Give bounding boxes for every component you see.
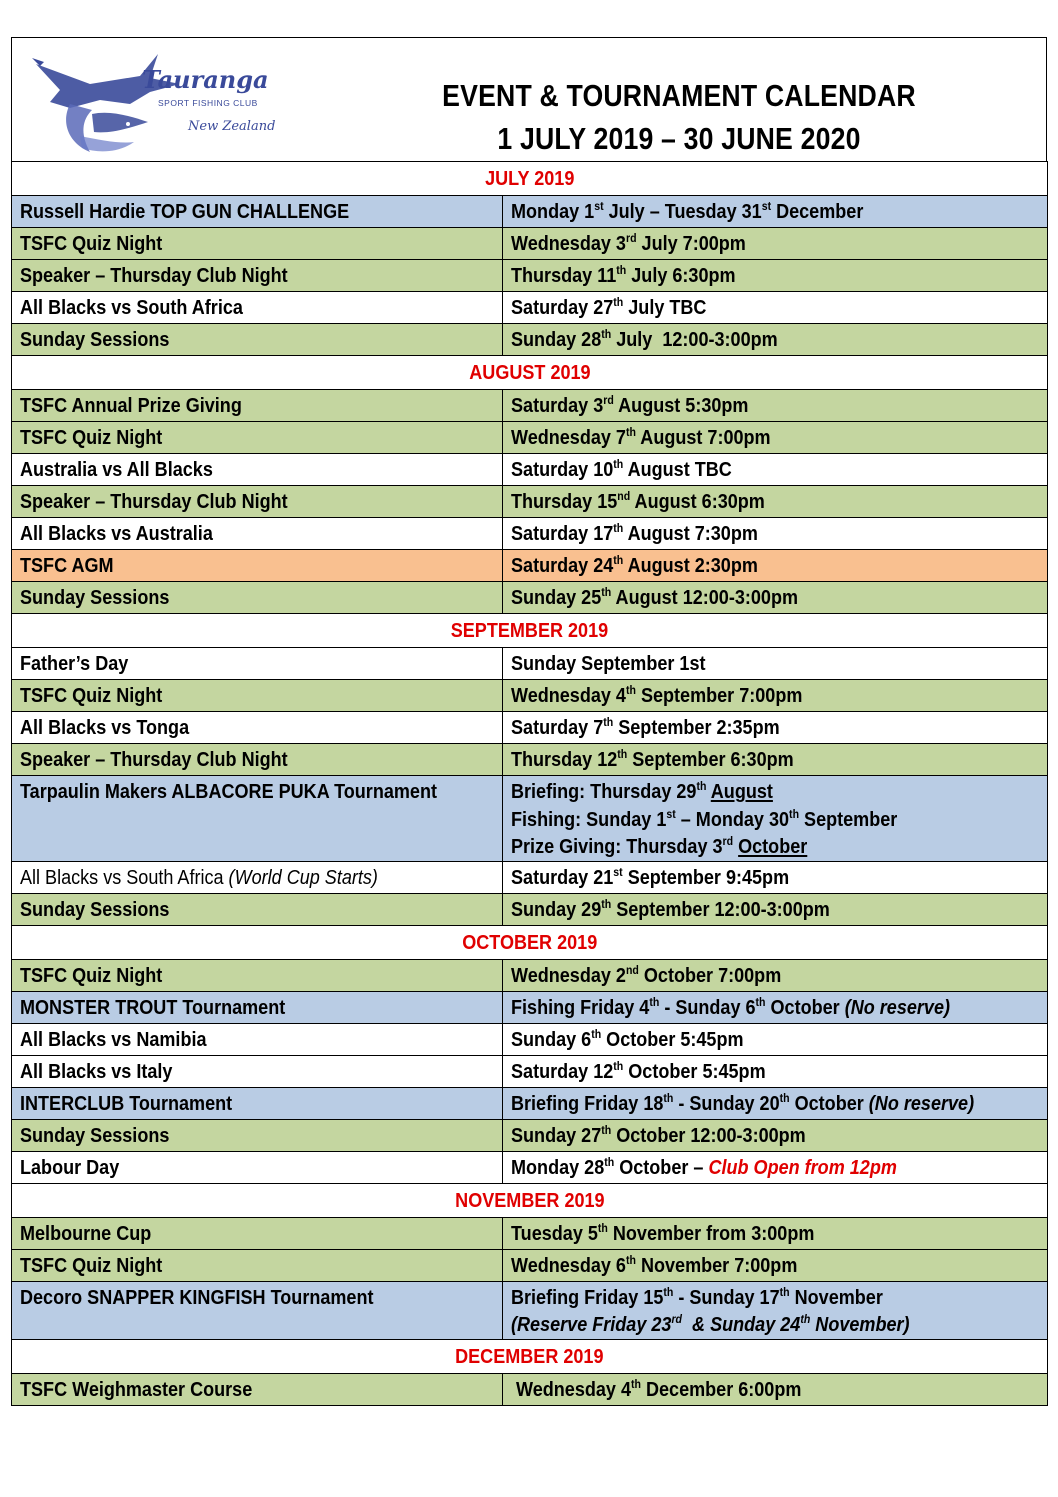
table-row: Sunday Sessions Sunday 25th August 12:00-3:00pm (12, 582, 1048, 614)
table-row: INTERCLUB Tournament Briefing Friday 18th - Sunday 20th October (No reserve) (12, 1087, 1048, 1119)
month-header-august: AUGUST 2019 (12, 356, 1048, 390)
club-logo (30, 44, 280, 158)
table-row: Tarpaulin Makers ALBACORE PUKA Tournament Briefing: Thursday 29th August Fishing: Sunday 1st – Monday 30th September Prize Giving: Thursday 3rd October (12, 776, 1048, 862)
table-row: TSFC AGM Saturday 24th August 2:30pm (12, 550, 1048, 582)
table-row: TSFC Annual Prize Giving Saturday 3rd August 5:30pm (12, 390, 1048, 422)
month-header-july: JULY 2019 (12, 162, 1048, 196)
table-row: Decoro SNAPPER KINGFISH Tournament Briefing Friday 15th - Sunday 17th November (Reserve Friday 23rd & Sunday 24th November) (12, 1281, 1048, 1339)
svg-text:SPORT FISHING CLUB: SPORT FISHING CLUB (158, 98, 258, 108)
svg-text:Tauranga: Tauranga (142, 65, 269, 94)
table-row: Sunday Sessions Sunday 29th September 12:00-3:00pm (12, 893, 1048, 925)
header (11, 37, 1047, 161)
table-row: TSFC Quiz Night Wednesday 6th November 7:00pm (12, 1249, 1048, 1281)
title-line-1: EVENT & TOURNAMENT CALENDAR (442, 78, 916, 113)
month-header-october: OCTOBER 2019 (12, 925, 1048, 959)
table-row: All Blacks vs Australia Saturday 17th August 7:30pm (12, 518, 1048, 550)
table-row: TSFC Quiz Night Wednesday 2nd October 7:00pm (12, 959, 1048, 991)
svg-text:New Zealand: New Zealand (188, 119, 276, 134)
table-row: All Blacks vs South Africa (World Cup Starts) Saturday 21st September 9:45pm (12, 861, 1048, 893)
table-row: TSFC Quiz Night Wednesday 3rd July 7:00pm (12, 228, 1048, 260)
document-title (312, 74, 1046, 160)
table-row: All Blacks vs Tonga Saturday 7th September 2:35pm (12, 712, 1048, 744)
table-row: TSFC Quiz Night Wednesday 7th August 7:00pm (12, 422, 1048, 454)
table-row: MONSTER TROUT Tournament Fishing Friday 4th - Sunday 6th October (No reserve) (12, 991, 1048, 1023)
marlin-logo-icon (30, 44, 280, 158)
table-row: TSFC Quiz Night Wednesday 4th September 7:00pm (12, 680, 1048, 712)
table-row: Father’s Day Sunday September 1st (12, 648, 1048, 680)
table-row: Sunday Sessions Sunday 27th October 12:00-3:00pm (12, 1119, 1048, 1151)
table-row: Speaker – Thursday Club Night Thursday 15nd August 6:30pm (12, 486, 1048, 518)
table-row: TSFC Weighmaster Course Wednesday 4th December 6:00pm (12, 1373, 1048, 1405)
table-row: Russell Hardie TOP GUN CHALLENGE Monday 1st July – Tuesday 31st December (12, 196, 1048, 228)
table-row: All Blacks vs Italy Saturday 12th October 5:45pm (12, 1055, 1048, 1087)
table-row: Speaker – Thursday Club Night Thursday 12th September 6:30pm (12, 744, 1048, 776)
table-row: Sunday Sessions Sunday 28th July 12:00-3:00pm (12, 324, 1048, 356)
table-row: Melbourne Cup Tuesday 5th November from 3:00pm (12, 1217, 1048, 1249)
table-row: All Blacks vs Namibia Sunday 6th October 5:45pm (12, 1023, 1048, 1055)
title-line-2: 1 JULY 2019 – 30 JUNE 2020 (497, 121, 861, 156)
event-table (11, 161, 1048, 1406)
table-row: All Blacks vs South Africa Saturday 27th July TBC (12, 292, 1048, 324)
month-header-september: SEPTEMBER 2019 (12, 614, 1048, 648)
calendar-page (11, 37, 1047, 1406)
table-row: Labour Day Monday 28th October – Club Open from 12pm (12, 1151, 1048, 1183)
table-row: Speaker – Thursday Club Night Thursday 11th July 6:30pm (12, 260, 1048, 292)
month-header-november: NOVEMBER 2019 (12, 1183, 1048, 1217)
table-row: Australia vs All Blacks Saturday 10th August TBC (12, 454, 1048, 486)
month-header-december: DECEMBER 2019 (12, 1339, 1048, 1373)
